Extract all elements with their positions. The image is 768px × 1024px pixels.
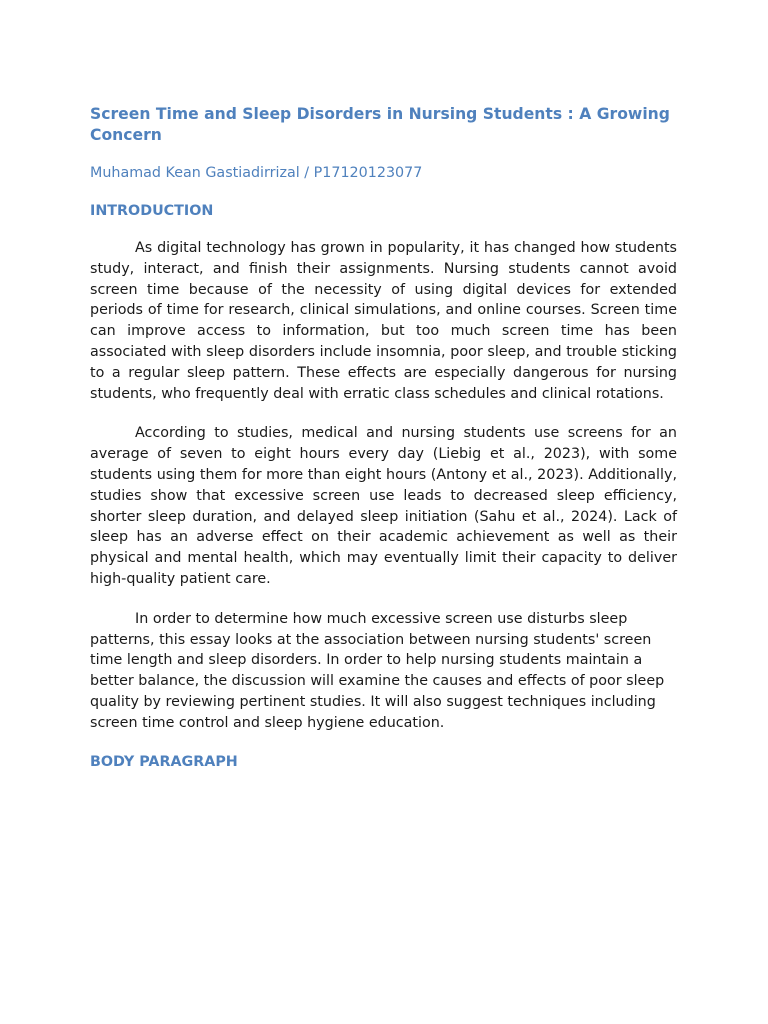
author-line: Muhamad Kean Gastiadirrizal / P17120123077 <box>90 165 423 181</box>
introduction-paragraph-2: According to studies, medical and nursing students use screens for an average of seven to eight hours every day (Liebig et al., 2023), with some students using them for more than eight hours (Antony et al., 2023). Additionally, studies show that excessive screen use leads to decreased sleep efficiency, shorter sleep duration, and delayed sleep initiation (Sahu et al., 2024). Lack of sleep has an adverse effect on their academic achievement as well as their physical and mental health, which may eventually limit their capacity to deliver high-quality patient care. <box>90 425 677 587</box>
introduction-paragraph-1: As digital technology has grown in popularity, it has changed how students study, interact, and finish their assignments. Nursing students cannot avoid screen time because of the necessity of using digital devices for extended periods of time for research, clinical simulations, and online courses. Screen time can improve access to information, but too much screen time has been associated with sleep disorders include insomnia, poor sleep, and trouble sticking to a regular sleep pattern. These effects are especially dangerous for nursing students, who frequently deal with erratic class schedules and clinical rotations. <box>90 240 677 402</box>
body-paragraph-heading: BODY PARAGRAPH <box>90 753 238 770</box>
introduction-paragraph-3: In order to determine how much excessive screen use disturbs sleep patterns, this essay looks at the association between nursing students' screen time length and sleep disorders. In order to help nursing students maintain a better balance, the discussion will examine the causes and effects of poor sleep quality by reviewing pertinent studies. It will also suggest techniques including screen time control and sleep hygiene education. <box>90 610 665 731</box>
introduction-heading: INTRODUCTION <box>90 203 214 219</box>
document-page <box>90 104 677 772</box>
document-title: Screen Time and Sleep Disorders in Nursing Students : A Growing Concern <box>90 105 670 144</box>
